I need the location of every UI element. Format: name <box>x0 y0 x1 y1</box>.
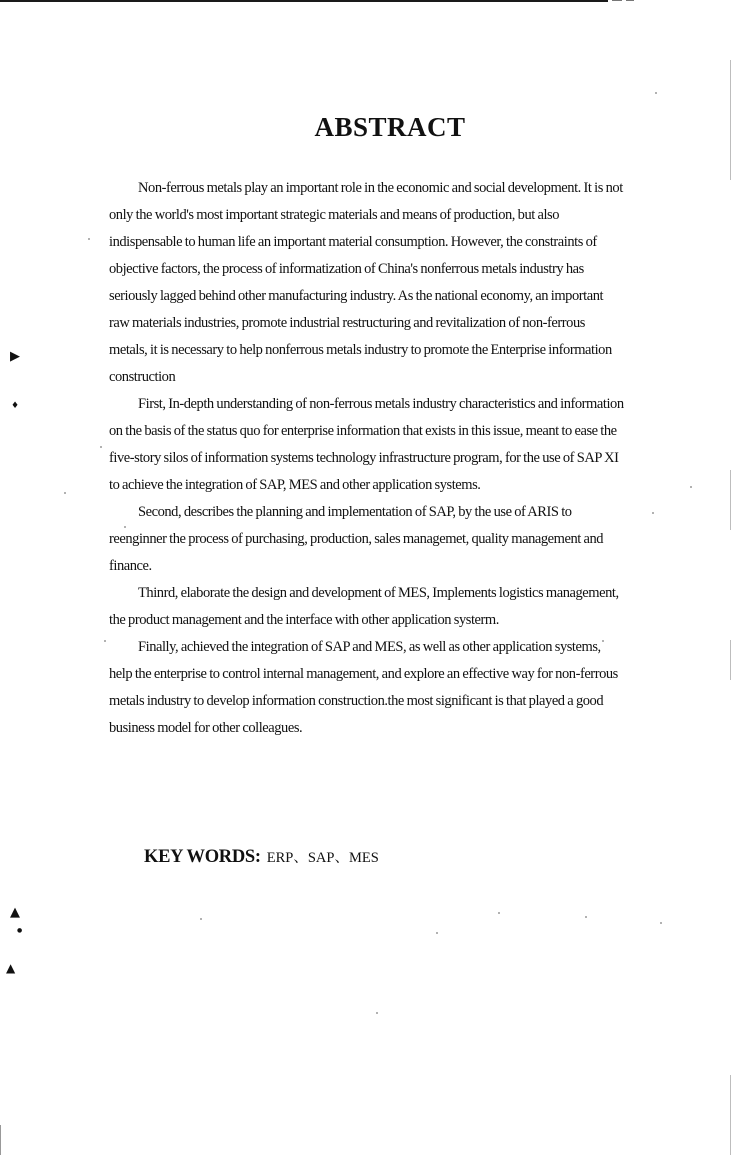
abstract-paragraph-1: Non-ferrous metals play an important role in the economic and social development. It is not only the world's most important strategic materials and means of production, but also indispensable to human life an important material consumption. However, the constraints of objective factors, the process of informatization of China's nonferrous metals industry has seriously lagged behind other manufacturing industry. As the national economy, an important raw materials industries, promote industrial restructuring and revitalization of non-ferrous metals, it is necessary to help nonferrous metals industry to promote the Enterprise information construction <box>109 180 623 385</box>
page-edge-line <box>730 470 731 530</box>
margin-arrow-mark: ▶ <box>10 349 20 364</box>
scan-speck <box>200 918 202 920</box>
scan-speck <box>64 492 66 494</box>
scan-speck <box>655 92 657 94</box>
abstract-paragraph-5: Finally, achieved the integration of SAP and MES, as well as other application systems, help the enterprise to control internal management, and explore an effective way for non-ferrous metals industry to develop information construction.the most significant is that played a good business model for other colleagues. <box>109 639 618 736</box>
margin-arrow-mark: ▲ <box>10 905 20 920</box>
top-border-dash <box>626 0 634 1</box>
scan-speck <box>100 446 102 448</box>
page-edge-line <box>0 1125 1 1155</box>
scan-speck <box>498 912 500 914</box>
abstract-paragraph-4: Thinrd, elaborate the design and development of MES, Implements logistics management, the product management and the interface with other application systerm. <box>109 585 619 628</box>
abstract-body <box>109 175 624 742</box>
scan-speck <box>660 922 662 924</box>
scan-speck <box>376 1012 378 1014</box>
keywords-line <box>144 846 379 868</box>
scan-speck <box>104 640 106 642</box>
keywords-label: KEY WORDS: <box>144 847 261 867</box>
top-border-dash <box>612 0 622 1</box>
abstract-paragraph-3: Second, describes the planning and implementation of SAP, by the use of ARIS to reenginner the process of purchasing, production, sales managemet, quality management and finance. <box>109 504 604 574</box>
page-edge-line <box>730 1075 731 1155</box>
scan-speck <box>585 916 587 918</box>
abstract-paragraph-2: First, In-depth understanding of non-ferrous metals industry characteristics and information on the basis of the status quo for enterprise information that exists in this issue, meant to ease the five-story silos of information systems technology infrastructure program, for the use of SAP XI to achieve the integration of SAP, MES and other application systems. <box>109 396 624 493</box>
page-edge-line <box>730 640 731 680</box>
scan-speck <box>436 932 438 934</box>
scan-speck <box>88 238 90 240</box>
keywords-value: ERP、SAP、MES <box>266 850 379 866</box>
scan-speck <box>652 512 654 514</box>
top-border-rule <box>0 0 608 2</box>
margin-speck-mark: ● <box>17 927 23 934</box>
scan-speck <box>690 486 692 488</box>
margin-arrow-mark: ▲ <box>6 961 16 975</box>
margin-speck-mark: ♦ <box>11 401 20 411</box>
abstract-title: ABSTRACT <box>314 112 466 142</box>
